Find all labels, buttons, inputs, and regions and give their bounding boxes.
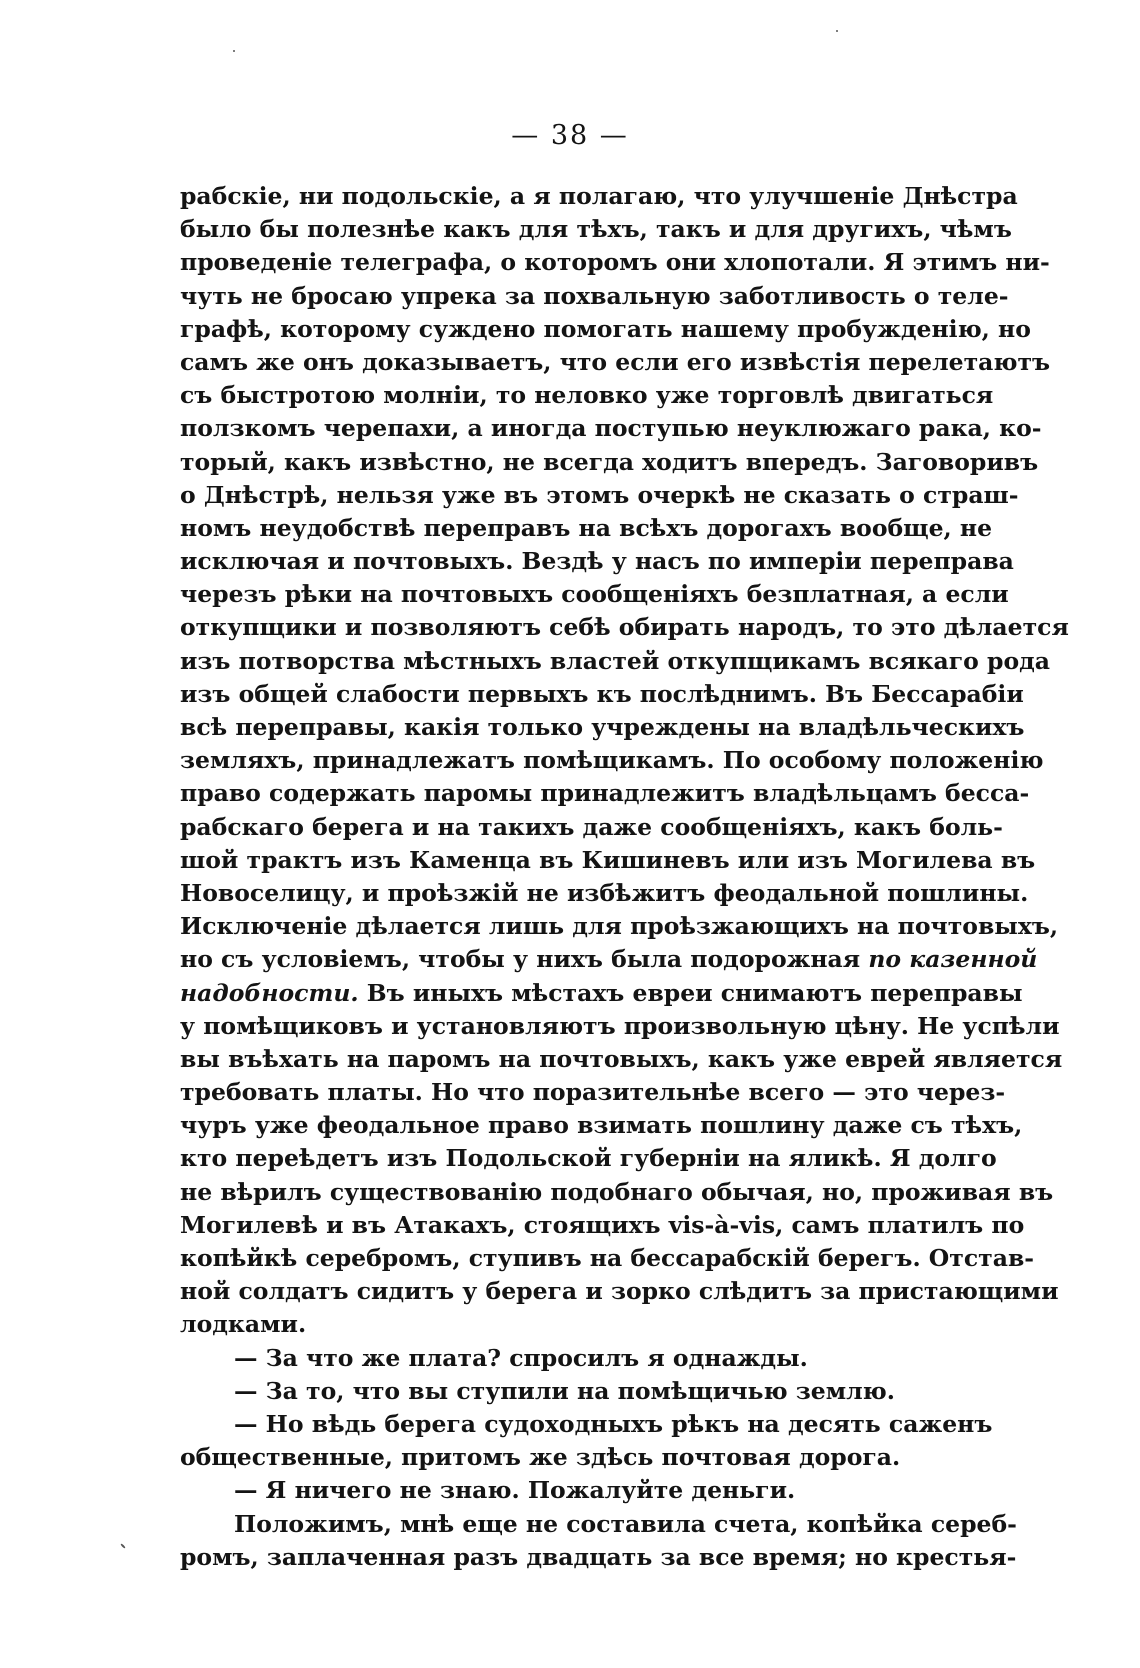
text-line: Новоселицу, и проѣзжій не избѣжитъ феодальной пошлины. [180, 878, 1029, 907]
text-line: Могилевѣ и въ Атакахъ, стоящихъ vis-à-vis, самъ платилъ по [180, 1210, 1025, 1239]
text-line: ромъ, заплаченная разъ двадцать за все время; но крестья- [180, 1542, 1017, 1571]
text-line: черезъ рѣки на почтовыхъ сообщеніяхъ безплатная, а если [180, 580, 1009, 609]
text-line: земляхъ, принадлежатъ помѣщикамъ. По особому положенію [180, 746, 1044, 775]
text-run: но съ условіемъ, чтобы у нихъ была подорожная [180, 945, 861, 974]
text-line: съ быстротою молніи, то неловко уже торговлѣ двигаться [180, 381, 994, 410]
text-line-mixed [180, 977, 1023, 1010]
text-line: о Днѣстрѣ, нельзя уже въ этомъ очеркѣ не сказать о страш- [180, 480, 1019, 509]
text-line: изъ потворства мѣстныхъ властей откупщикамъ всякаго рода [180, 646, 1051, 675]
text-line: лодками. [180, 1310, 307, 1339]
text-line: ной солдатъ сидитъ у берега и зорко слѣдитъ за пристающими [180, 1277, 1059, 1306]
text-line-mixed [180, 943, 1038, 976]
italic-phrase: надобности. [180, 978, 359, 1007]
dialogue-line: — Но вѣдь берега судоходныхъ рѣкъ на десять саженъ [234, 1409, 993, 1438]
text-line: вы въѣхать на паромъ на почтовыхъ, какъ уже еврей является [180, 1044, 1063, 1073]
dialogue-line: — За что же плата? спросилъ я однажды. [234, 1343, 808, 1372]
dialogue-line: — Я ничего не знаю. Пожалуйте деньги. [234, 1476, 796, 1505]
text-line: Исключеніе дѣлается лишь для проѣзжающихъ на почтовыхъ, [180, 912, 1059, 941]
text-run: Въ иныхъ мѣстахъ евреи снимаютъ переправы [366, 978, 1023, 1007]
text-line: у помѣщиковъ и установляютъ произвольную цѣну. Не успѣли [180, 1011, 1060, 1040]
text-line: было бы полезнѣе какъ для тѣхъ, такъ и для другихъ, чѣмъ [180, 215, 1012, 244]
text-line: рабскаго берега и на такихъ даже сообщеніяхъ, какъ боль- [180, 812, 1003, 841]
page-number: — 38 — [511, 120, 629, 151]
scan-speck [120, 1543, 126, 1549]
text-line: всѣ переправы, какія только учреждены на владѣльческихъ [180, 713, 1025, 741]
paragraph-start-line: Положимъ, мнѣ еще не составила счета, копѣйка сереб- [234, 1509, 1017, 1538]
text-line: кто переѣдетъ изъ Подольской губерніи на яликѣ. Я долго [180, 1144, 997, 1173]
text-line: шой трактъ изъ Каменца въ Кишиневъ или изъ Могилева въ [180, 845, 1036, 874]
text-line: откупщики и позволяютъ себѣ обирать народъ, то это дѣлается [180, 613, 1069, 642]
text-line: ползкомъ черепахи, а иногда поступью неуклюжаго рака, ко- [180, 414, 1042, 443]
text-line: чуръ уже феодальное право взимать пошлину даже съ тѣхъ, [180, 1111, 1023, 1140]
text-line: графѣ, которому суждено помогать нашему пробужденію, но [180, 314, 1031, 343]
text-line: требовать платы. Но что поразительнѣе всего — это через- [180, 1078, 1006, 1107]
italic-phrase: по казенной [868, 945, 1038, 974]
text-line: номъ неудобствѣ переправъ на всѣхъ дорогахъ вообще, не [180, 513, 993, 542]
text-line: не вѣрилъ существованію подобнаго обычая, но, проживая въ [180, 1177, 1054, 1206]
dialogue-line: — За то, что вы ступили на помѣщичью землю. [234, 1376, 895, 1405]
text-line: общественные, притомъ же здѣсь почтовая дорога. [180, 1443, 901, 1472]
text-line: исключая и почтовыхъ. Вездѣ у насъ по имперіи переправа [180, 547, 1014, 576]
scan-speck [233, 50, 235, 52]
text-line: чуть не бросаю упрека за похвальную заботливость о теле- [180, 281, 1009, 310]
main-text [180, 180, 1069, 1574]
text-line: изъ общей слабости первыхъ къ послѣднимъ. Въ Бессарабіи [180, 679, 1024, 708]
text-line: торый, какъ извѣстно, не всегда ходитъ впередъ. Заговоривъ [180, 447, 1039, 476]
text-line: рабскіе, ни подольскіе, а я полагаю, что улучшеніе Днѣстра [180, 182, 1018, 210]
text-line: проведеніе телеграфа, о которомъ они хлопотали. Я этимъ ни- [180, 248, 1050, 277]
text-line: копѣйкѣ серебромъ, ступивъ на бессарабскій берегъ. Отстав- [180, 1244, 1035, 1272]
text-line: самъ же онъ доказываетъ, что если его извѣстія перелетаютъ [180, 347, 1051, 376]
text-line: право содержать паромы принадлежитъ владѣльцамъ бесса- [180, 779, 1030, 808]
scan-speck [836, 30, 838, 32]
